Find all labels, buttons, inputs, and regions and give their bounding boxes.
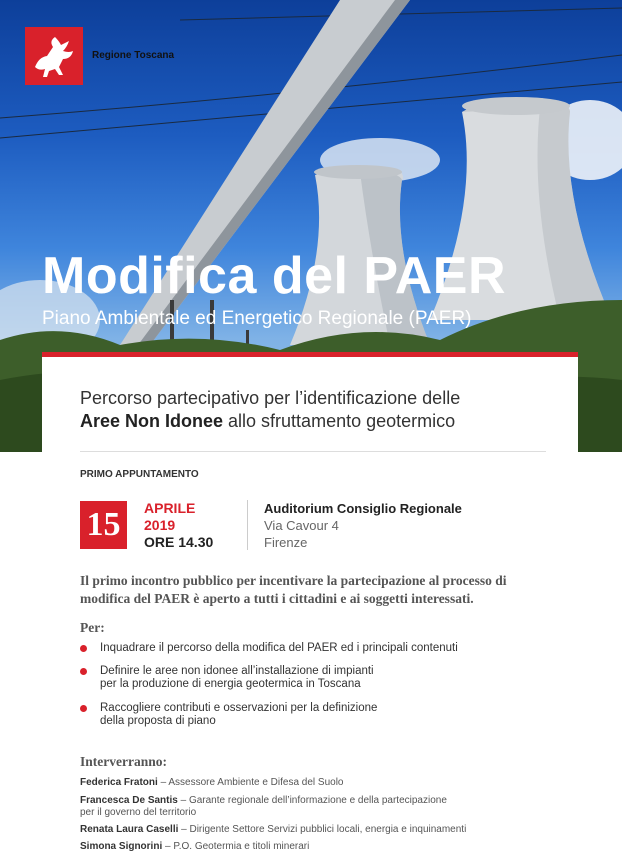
card-line-1: Percorso partecipativo per l’identificazione delle [80,388,461,408]
event-day: 15 [80,501,127,549]
event-city: Firenze [264,535,308,550]
goals-label: Per: [80,620,105,635]
page-subtitle: Piano Ambientale ed Energetico Regionale (PAER) [42,308,472,329]
pegasus-icon [25,27,83,85]
page-title: Modifica del PAER [42,247,507,305]
card-line-2 [80,411,455,432]
event-venue: Auditorium Consiglio Regionale [264,501,462,516]
event-address: Via Cavour 4 [264,518,339,533]
bullet-icon [80,668,87,675]
brand-name: Regione Toscana [92,50,175,61]
intro-text: Il primo incontro pubblico per incentivare la partecipazione al processo di modifica del PAER è aperto a tutti i cittadini e ai soggetti interessati. [80,573,507,606]
goal-text: Raccogliere contributi e osservazioni per la definizione della proposta di piano [100,702,378,727]
event-year: 2019 [144,517,176,533]
speaker-item: Renata Laura Caselli – Dirigente Settore Servizi pubblici locali, energia e inquinamenti [80,824,467,835]
vertical-separator [247,500,248,550]
event-month: APRILE [144,500,196,516]
speakers-label: Interverranno: [80,754,167,769]
speaker-item: Simona Signorini – P.O. Geotermia e titoli minerari [80,841,310,852]
speaker-item: Federica Fratoni – Assessore Ambiente e Difesa del Suolo [80,777,344,788]
goal-text: Inquadrare il percorso della modifica del PAER ed i principali contenuti [100,642,458,654]
bullet-icon [80,705,87,712]
event-time: ORE 14.30 [144,534,214,550]
card-highlight: Aree Non Idonee [80,411,224,431]
regione-toscana-logo [25,27,83,85]
divider [80,451,546,452]
event-label: PRIMO APPUNTAMENTO [80,469,199,480]
speaker-item: Francesca De Santis – Garante regionale dell’informazione e della partecipazione per il governo del territorio [80,795,447,818]
bullet-icon [80,645,87,652]
headline-card [42,352,578,452]
goal-text: Definire le aree non idonee all’installazione di impianti per la produzione di energia geotermica in Toscana [100,665,374,690]
card-line-2-rest: allo sfruttamento geotermico [223,411,456,431]
